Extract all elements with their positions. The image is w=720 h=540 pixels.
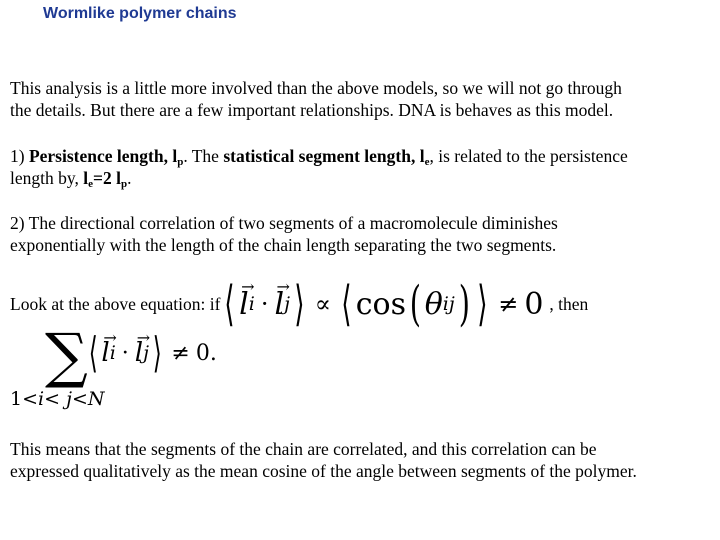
sum-not-equal: ≠	[171, 340, 190, 366]
point-2-line-1: 2) The directional correlation of two segments of a macromolecule diminishes	[10, 213, 558, 233]
limit-j: j	[66, 388, 72, 410]
sigma-symbol: ∑	[45, 321, 88, 391]
conclusion-paragraph	[10, 438, 715, 482]
vector-l-j: → l	[274, 287, 284, 322]
slide-title: Wormlike polymer chains	[43, 5, 237, 22]
rel-sub-p: p	[120, 178, 128, 190]
rel-eq: =2 l	[93, 168, 121, 188]
intro-line-2: the details. But there are a few important relationships. DNA is behaves as this model.	[10, 100, 614, 120]
point-2-line-2: exponentially with the length of the chain length separating the two segments.	[10, 235, 557, 255]
limit-lt: <	[44, 388, 67, 410]
segment-sub: e	[424, 156, 430, 168]
segment-label: statistical segment length, l	[223, 146, 425, 166]
point-1-line-2-prefix: length by,	[10, 168, 84, 188]
sum-body	[85, 328, 217, 377]
sum-expression	[10, 321, 270, 410]
conclusion-line-1: This means that the segments of the chain are correlated, and this correlation can be	[10, 439, 597, 459]
persistence-label: Persistence length, l	[28, 146, 178, 166]
left-paren: (	[409, 276, 421, 332]
point-2-paragraph	[10, 212, 715, 256]
right-paren: )	[458, 276, 470, 332]
correlation-equation-line	[10, 276, 588, 332]
persistence-sub: p	[177, 156, 184, 168]
correlation-equation	[220, 276, 544, 332]
right-angle-bracket: ⟩	[294, 276, 305, 332]
left-angle-bracket-2: ⟨	[341, 276, 352, 332]
point-1-prefix: 1)	[10, 146, 29, 166]
zero-value: 0	[524, 286, 544, 322]
rel-sub-e: e	[88, 178, 93, 190]
vector-l-i: → l	[239, 287, 249, 322]
sum-right-angle: ⟩	[152, 328, 162, 377]
not-equal-symbol: ≠	[498, 290, 519, 318]
relation-expression	[83, 168, 127, 188]
point-1-mid-1: . The	[183, 146, 224, 166]
sum-vector-l-i: → l	[101, 338, 109, 368]
equation-lead: Look at the above equation: if	[10, 293, 221, 314]
dot-operator: ·	[260, 290, 269, 318]
point-1-line-1	[10, 145, 715, 167]
persistence-length-term	[29, 146, 183, 166]
sum-left-angle: ⟨	[88, 328, 98, 377]
proportional-symbol: ∝	[314, 290, 331, 318]
conclusion-line-2: expressed qualitatively as the mean cosine of the angle between segments of the polymer.	[10, 461, 637, 481]
limit-1: 1<	[10, 388, 39, 410]
point-1-mid-2: , is related to the persistence	[429, 146, 628, 166]
sum-sub-j: j	[143, 342, 150, 364]
rel-l: l	[83, 168, 89, 188]
intro-line-1: This analysis is a little more involved than the above models, so we will not go through	[10, 78, 622, 98]
sub-i: i	[248, 293, 255, 315]
theta-symbol: θ	[424, 286, 443, 322]
intro-paragraph	[10, 77, 715, 121]
equation-tail: , then	[549, 293, 589, 314]
limit-n: N	[87, 388, 105, 410]
sum-dot: ·	[121, 340, 129, 366]
sum-rhs: 0.	[195, 340, 217, 366]
sub-j: j	[284, 293, 290, 315]
theta-sub: ij	[442, 293, 455, 315]
sum-limits	[10, 388, 105, 410]
sum-vector-l-j: → l	[135, 338, 143, 368]
limit-i: i	[38, 388, 45, 410]
right-angle-bracket-2: ⟩	[477, 276, 489, 332]
cos-function: cos	[355, 286, 406, 322]
point-1-paragraph	[10, 145, 715, 189]
left-angle-bracket: ⟨	[224, 276, 235, 332]
point-1-line-2	[10, 167, 715, 189]
rel-end: .	[127, 168, 132, 188]
sum-sub-i: i	[109, 342, 116, 364]
limit-lt-2: <	[71, 388, 88, 410]
segment-length-term	[223, 146, 429, 166]
